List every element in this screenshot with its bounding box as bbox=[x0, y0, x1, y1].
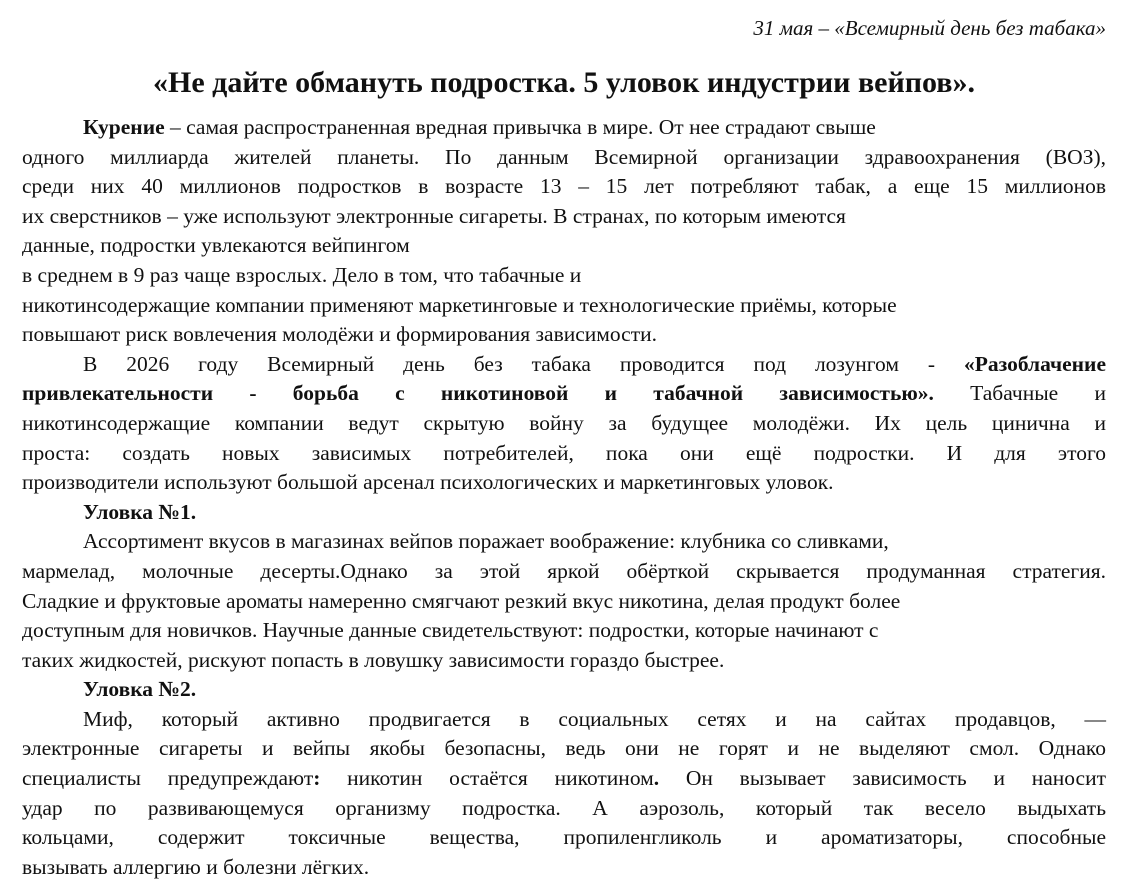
slogan-line-1: В 2026 году Всемирный день без табака проводится под лозунгом - «Разоблачение bbox=[83, 351, 1106, 376]
trick2-line-6: вызывать аллергию и болезни лёгких. bbox=[22, 854, 370, 879]
trick2-line-3: специалисты предупреждают: никотин остаётся никотином. Он вызывает зависимость и наносит bbox=[22, 766, 1106, 791]
intro-line-6: в среднем в 9 раз чаще взрослых. Дело в том, что табачные и bbox=[22, 262, 582, 287]
intro-line-7: никотинсодержащие компании применяют маркетинговые и технологические приёмы, которые bbox=[22, 292, 897, 317]
intro-line-8: повышают риск вовлечения молодёжи и формирования зависимости. bbox=[22, 322, 657, 347]
trick1-line-1: Ассортимент вкусов в магазинах вейпов поражает воображение: клубника со сливками, bbox=[83, 529, 889, 554]
intro-line-2: одного миллиарда жителей планеты. По данным Всемирной организации здравоохранения (ВОЗ), bbox=[22, 144, 1106, 169]
slogan-line-4: проста: создать новых зависимых потребителей, пока они ещё подростки. И для этого bbox=[22, 440, 1106, 465]
slogan-line-3: никотинсодержащие компании ведут скрытую войну за будущее молодёжи. Их цель цинична и bbox=[22, 410, 1106, 435]
trick1-heading: Уловка №1. bbox=[83, 499, 197, 524]
intro-line-4: их сверстников – уже используют электронные сигареты. В странах, по которым имеются bbox=[22, 203, 846, 228]
trick2-line-1: Миф, который активно продвигается в социальных сетях и на сайтах продавцов, — bbox=[83, 706, 1106, 731]
trick2-line-2: электронные сигареты и вейпы якобы безопасны, ведь они не горят и не выделяют смол. Однако bbox=[22, 736, 1106, 761]
intro-lead-term: Курение bbox=[83, 115, 165, 139]
trick1-line-2: мармелад, молочные десерты.Однако за этой яркой обёрткой скрывается продуманная стратегия. bbox=[22, 558, 1106, 583]
trick1-line-3: Сладкие и фруктовые ароматы намеренно смягчают резкий вкус никотина, делая продукт более bbox=[22, 588, 901, 613]
trick2-line-5: кольцами, содержит токсичные вещества, пропиленгликоль и ароматизаторы, способные bbox=[22, 825, 1106, 850]
intro-line-3: среди них 40 миллионов подростков в возрасте 13 – 15 лет потребляют табак, а еще 15 миллионов bbox=[22, 174, 1106, 199]
intro-line-1: Курение – самая распространенная вредная привычка в мире. От нее страдают свыше bbox=[83, 115, 876, 139]
trick1-line-5: таких жидкостей, рискуют попасть в ловушку зависимости гораздо быстрее. bbox=[22, 647, 725, 672]
dateline: 31 мая – «Всемирный день без табака» bbox=[753, 16, 1106, 40]
article-title: «Не дайте обмануть подростка. 5 уловок индустрии вейпов». bbox=[153, 66, 975, 99]
trick1-line-4: доступным для новичков. Научные данные свидетельствуют: подростки, которые начинают с bbox=[22, 618, 879, 643]
slogan-line-2: привлекательности - борьба с никотиновой и табачной зависимостью». Табачные и bbox=[22, 381, 1106, 406]
trick2-heading: Уловка №2. bbox=[83, 677, 197, 702]
intro-line-5: данные, подростки увлекаются вейпингом bbox=[22, 233, 410, 258]
article-body bbox=[22, 113, 1106, 882]
trick2-line-4: удар по развивающемуся организму подростка. А аэрозоль, который так весело выдыхать bbox=[22, 795, 1106, 820]
slogan-bold: «Разоблачение bbox=[935, 351, 1106, 376]
slogan-line-5: производители используют большой арсенал психологических и маркетинговых уловок. bbox=[22, 470, 834, 495]
